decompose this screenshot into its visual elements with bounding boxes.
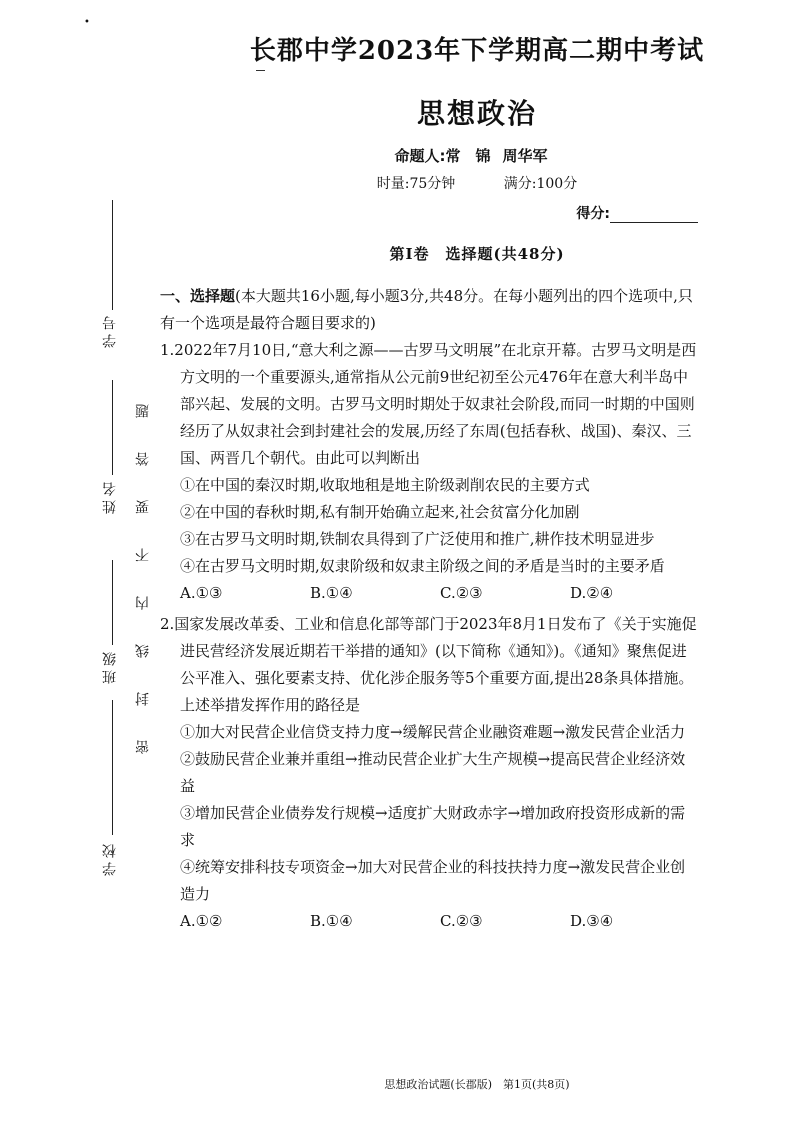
score-label: 得分: <box>576 206 610 222</box>
question-2-stem: 2.国家发展改革委、工业和信息化部等部门于2023年8月1日发布了《关于实施促进民营经济发展近期若干举措的通知》(以下简称《通知》)。《通知》聚焦促进公平准入、强化要素支持、优化涉企服务等5个重要方面,提出28条具体措施。上述举措发挥作用的路径是 <box>160 615 697 714</box>
question-1-stem: 1.2022年7月10日,“意大利之源——古罗马文明展”在北京开幕。古罗马文明是西方文明的一个重要源头,通常指从公元前9世纪初至公元476年在意大利半岛中部兴起、发展的文明。古罗马文明时期处于奴隶社会阶段,而同一时期的中国则经历了从奴隶社会到封建社会的发展,历经了东周(包括春秋、战国)、秦汉、三国、两晋几个朝代。由此可以判断出 <box>160 341 697 467</box>
question-2-option-4: ④统筹安排科技专项资金→加大对民营企业的科技扶持力度→激发民营企业创造力 <box>180 858 686 903</box>
xuexiao-label: 学校 <box>102 840 118 876</box>
xingming-line <box>112 380 113 475</box>
xuehao-label: 学号 <box>102 312 118 348</box>
question-2-choices <box>160 908 700 935</box>
questions-content <box>160 283 700 935</box>
exam-info <box>160 173 794 193</box>
score-blank[interactable] <box>610 208 698 223</box>
question-1-choice-a[interactable]: A.①③ <box>180 584 223 602</box>
question-1-choice-d[interactable]: D.②④ <box>570 584 614 602</box>
corner-dot: • <box>84 17 90 28</box>
question-2-choice-d[interactable]: D.③④ <box>570 912 614 930</box>
question-1-option-3: ③在古罗马文明时期,铁制农具得到了广泛使用和推广,耕作技术明显进步 <box>180 530 655 548</box>
subject-title: 思想政治 <box>416 97 537 130</box>
section-intro-body: (本大题共16小题,每小题3分,共48分。在每小题列出的四个选项中,只有一个选项是最符合题目要求的) <box>160 287 693 332</box>
exam-title: 长郡中学2023年下学期高二期中考试 <box>249 36 705 66</box>
section-intro <box>160 283 700 337</box>
section-intro-head: 一、选择题 <box>160 287 236 305</box>
banji-label: 班级 <box>102 648 118 684</box>
question-1-choices <box>160 580 700 607</box>
score-field <box>576 203 698 223</box>
xingming-label: 姓名 <box>102 478 118 514</box>
xuexiao-line <box>112 700 113 835</box>
question-2-choice-b[interactable]: B.①④ <box>310 912 353 930</box>
banji-line <box>112 560 113 645</box>
question-2-option-1: ①加大对民营企业信贷支持力度→缓解民营企业融资难题→激发民营企业活力 <box>180 723 686 741</box>
question-2-option-3: ③增加民营企业债券发行规模→适度扩大财政赤字→增加政府投资形成新的需求 <box>180 804 686 849</box>
header-dash <box>256 70 265 71</box>
question-1-choice-c[interactable]: C.②③ <box>440 584 483 602</box>
authors <box>160 145 794 166</box>
question-2-option-2: ②鼓励民营企业兼并重组→推动民营企业扩大生产规模→提高民营企业经济效益 <box>180 750 686 795</box>
page-footer: 思想政治试题(长郡版) 第1页(共8页) <box>384 1078 570 1091</box>
binding-margin <box>0 0 160 1123</box>
author-1: 命题人:常 锦 <box>394 147 491 165</box>
xuehao-line <box>112 200 113 310</box>
question-1-choice-b[interactable]: B.①④ <box>310 584 353 602</box>
author-2: 周华军 <box>502 147 548 165</box>
question-2-choice-c[interactable]: C.②③ <box>440 912 483 930</box>
section-title: 第Ⅰ卷 选择题(共48分) <box>389 245 565 263</box>
seal-notice: 密封线内不要答题 <box>135 370 151 754</box>
time-limit: 时量:75分钟 <box>376 176 456 192</box>
question-1-option-2: ②在中国的春秋时期,私有制开始确立起来,社会贫富分化加剧 <box>180 503 580 521</box>
question-1-option-1: ①在中国的秦汉时期,收取地租是地主阶级剥削农民的主要方式 <box>180 476 590 494</box>
full-score: 满分:100分 <box>503 176 578 192</box>
question-2-choice-a[interactable]: A.①② <box>180 912 223 930</box>
question-1-option-4: ④在古罗马文明时期,奴隶阶级和奴隶主阶级之间的矛盾是当时的主要矛盾 <box>180 557 665 575</box>
